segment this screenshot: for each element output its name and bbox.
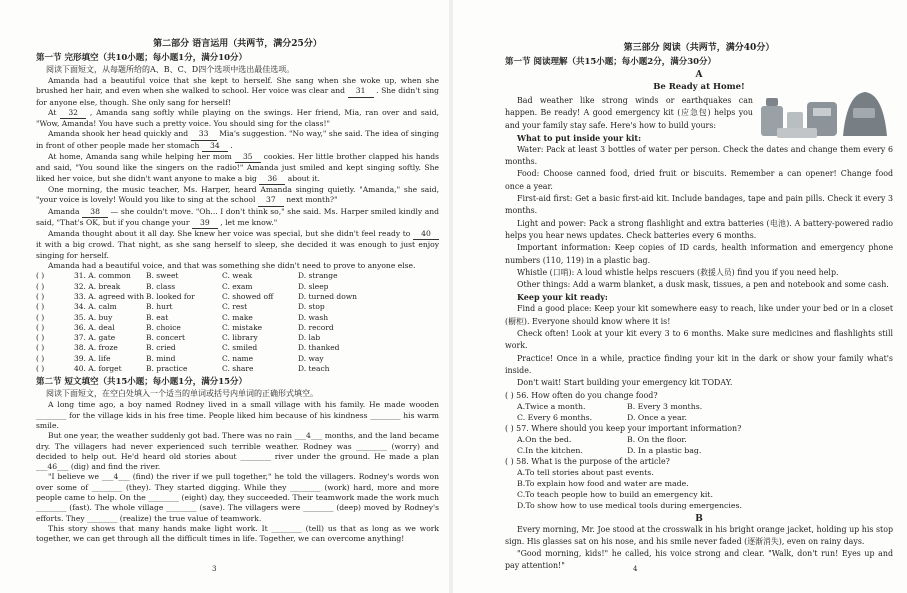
passage-a-letter: A bbox=[695, 70, 703, 80]
emergency-kit-illustration bbox=[757, 84, 893, 142]
answer-option: D. Once a year. bbox=[627, 412, 687, 422]
answer-bracket: ( ) bbox=[36, 291, 45, 301]
passage-a-title: Be Ready at Home! bbox=[653, 82, 745, 92]
question-57: ( ) 57. Where should you keep your important information? bbox=[505, 423, 742, 433]
ready-tip: Find a good place: Keep your kit somewhere easy to reach, like under your bed or in a closet (橱柜). Everyone should know where it is! bbox=[505, 304, 893, 326]
page-number-right: 4 bbox=[633, 565, 638, 573]
question-56-options bbox=[505, 401, 893, 423]
option-row bbox=[36, 302, 439, 312]
option-choice: B. eat bbox=[146, 312, 169, 322]
answer-option: A.On the bed. bbox=[517, 434, 572, 444]
answer-bracket: ( ) bbox=[36, 271, 45, 281]
option-row bbox=[36, 343, 439, 353]
kit-item: Other things: Add a warm blanket, a dusk mask, tissues, a pen and notebook and some cash. bbox=[517, 280, 889, 290]
kit-contents-list bbox=[505, 144, 893, 292]
kit-item: Important information: Keep copies of ID cards, health information and emergency phone numbers (110, 119) in a plastic bag. bbox=[505, 243, 893, 265]
option-choice: C. showed off bbox=[222, 291, 274, 301]
fill-passage bbox=[36, 400, 439, 544]
option-choice: B. practice bbox=[146, 364, 188, 374]
option-choice: D. wash bbox=[298, 312, 329, 322]
option-row bbox=[36, 292, 439, 302]
option-choice: B. mind bbox=[146, 353, 176, 363]
option-choice: 36. A. deal bbox=[74, 322, 115, 332]
kit-item: First-aid first: Get a basic first-aid kit. Include bandages, tape and pain pills. Check it every 3 months. bbox=[505, 194, 893, 216]
option-choice: D. way bbox=[298, 353, 324, 363]
option-choice: B. hurt bbox=[146, 302, 173, 312]
question-58: ( ) 58. What is the purpose of the article? bbox=[505, 456, 670, 466]
option-choice: D. strange bbox=[298, 271, 338, 281]
option-row bbox=[36, 313, 439, 323]
question-56: ( ) 56. How often do you change food? bbox=[505, 390, 658, 400]
kit-contents-heading: What to put inside your kit: bbox=[517, 132, 642, 143]
passage-b bbox=[505, 524, 893, 573]
option-choice: 34. A. calm bbox=[74, 302, 117, 312]
answer-option: C.To teach people how to build an emergency kit. bbox=[517, 489, 713, 499]
option-choice: C. share bbox=[222, 364, 254, 374]
answer-option: A.To tell stories about past events. bbox=[517, 467, 654, 477]
option-choice: D. teach bbox=[298, 364, 330, 374]
cloze-paragraph: Amanda had a beautiful voice that she kept to herself. She sang when she woke up, when she brushed her hair, and even when she walked to school. Her voice was clear and 31 . She didn't sing for anyone else, though. She only sang for herself! bbox=[36, 76, 439, 107]
fill-paragraph: A long time ago, a boy named Rodney lived in a small village with his family. He made wooden ________ for the village kids in his free time. People liked him because of his kindness ________ his warm smile. bbox=[36, 400, 439, 430]
cloze-paragraph: Amanda shook her head quickly and 33 Mia's suggestion. "No way," she said. The idea of singing in front of other people made her stomach 34 . bbox=[36, 129, 439, 152]
right-part-title: 第三部分 阅读（共两节，满分40分） bbox=[623, 43, 775, 53]
option-choice: C. mistake bbox=[222, 322, 263, 332]
cloze-passage bbox=[36, 76, 439, 271]
option-choice: B. looked for bbox=[146, 291, 195, 301]
option-choice: 37. A. gate bbox=[74, 333, 116, 343]
blank-35: 35 bbox=[235, 152, 261, 163]
question-58-options bbox=[505, 467, 893, 511]
cloze-paragraph: Amanda thought about it all day. She knew her voice was special, but she didn't feel ready to 40 it with a big crowd. That night, as she sang herself to sleep, she decided it was enough to just enjoy singing for herself. bbox=[36, 229, 439, 260]
answer-option: B.To explain how food and water are made. bbox=[517, 478, 689, 488]
answer-bracket: ( ) bbox=[36, 322, 45, 332]
passage-b-paragraph: "Good morning, kids!" he called, his voice strong and clear. "Walk, don't run! Eyes up and pay attention!" bbox=[505, 549, 893, 571]
cloze-paragraph: At 32 , Amanda sang softly while playing on the swings. Her friend, Mia, ran over and said, "Wow, Amanda! You have such a pretty voice. You should sing for the class!" bbox=[36, 107, 439, 129]
blank-39: 39 bbox=[192, 218, 218, 229]
blank-37: 37 bbox=[258, 195, 284, 206]
option-choice: 38. A. froze bbox=[74, 343, 118, 353]
option-choice: B. cried bbox=[146, 343, 176, 353]
ready-tip: Check often! Look at your kit every 3 to 6 months. Make sure medicines and flashlights still work. bbox=[505, 329, 893, 351]
blank-32: 32 bbox=[60, 108, 86, 119]
answer-bracket: ( ) bbox=[36, 281, 45, 291]
option-choice: C. rest bbox=[222, 302, 248, 312]
left-part-title: 第二部分 语言运用（共两节，满分25分） bbox=[153, 39, 322, 49]
option-choice: D. turned down bbox=[298, 291, 357, 301]
fill-section-title: 第二节 短文填空（共15小题；每小题1分，满分15分） bbox=[36, 377, 248, 388]
answer-option: D. In a plastic bag. bbox=[627, 445, 702, 455]
ready-tip: Practice! Once in a while, practice finding your kit in the dark or show your family what's inside. bbox=[505, 353, 893, 375]
option-choice: 39. A. life bbox=[74, 353, 111, 363]
answer-bracket: ( ) bbox=[36, 364, 45, 374]
cloze-instructions: 阅读下面短文，从每题所给的A、B、C、D四个选项中选出最佳选项。 bbox=[46, 65, 295, 74]
answer-bracket: ( ) bbox=[36, 353, 45, 363]
option-choice: B. choice bbox=[146, 322, 181, 332]
fill-paragraph: This story shows that many hands make light work. It ________ (tell) us that as long as we work together, we can get through all the difficult times in life. Together, we can overcome anything! bbox=[36, 523, 439, 544]
cloze-paragraph: One morning, the music teacher, Ms. Harper, heard Amanda singing quietly. "Amanda," she said, "your voice is lovely! Would you like to sing at the school 37 next month?" bbox=[36, 185, 439, 207]
answer-option: B. Every 3 months. bbox=[627, 401, 703, 411]
option-row bbox=[36, 364, 439, 374]
question-57-options bbox=[505, 434, 893, 456]
option-choice: B. concert bbox=[146, 333, 186, 343]
option-choice: D. record bbox=[298, 322, 334, 332]
option-choice: B. class bbox=[146, 281, 176, 291]
fill-instructions: 阅读下面短文，在空白处填入一个适当的单词或括号内单词的正确形式填空。 bbox=[46, 389, 318, 399]
option-row bbox=[36, 333, 439, 343]
passage-b-letter: B bbox=[695, 513, 703, 524]
option-choice: D. lab bbox=[298, 333, 321, 343]
option-choice: C. name bbox=[222, 353, 254, 363]
answer-option: C. Every 6 months. bbox=[517, 412, 593, 422]
option-choice: 33. A. agreed with bbox=[74, 291, 145, 301]
kit-item: Food: Choose canned food, dried fruit or biscuits. Remember a can opener! Change food once a year. bbox=[505, 169, 893, 191]
page-number-left: 3 bbox=[212, 565, 217, 573]
option-row bbox=[36, 282, 439, 292]
option-choice: 32. A. break bbox=[74, 281, 121, 291]
option-row bbox=[36, 323, 439, 333]
answer-bracket: ( ) bbox=[36, 333, 45, 343]
blank-34: 34 bbox=[202, 141, 228, 152]
option-choice: D. thanked bbox=[298, 343, 340, 353]
kit-item: Water: Pack at least 3 bottles of water per person. Check the dates and change them every 6 months. bbox=[505, 144, 893, 167]
answer-bracket: ( ) bbox=[36, 343, 45, 353]
cloze-paragraph: At home, Amanda sang while helping her mom 35 cookies. Her little brother clapped his hands and said, "You sound like the singers on the radio!" Amanda just smiled and kept singing softly. She liked her voice, but she didn't want anyone to make a big 36 about it. bbox=[36, 152, 439, 185]
option-choice: D. sleep bbox=[298, 281, 329, 291]
answer-option: D.To show how to use medical tools during emergencies. bbox=[517, 500, 743, 510]
kit-ready-list bbox=[505, 303, 893, 389]
option-choice: C. exam bbox=[222, 281, 253, 291]
option-choice: 31. A. common bbox=[74, 271, 131, 281]
option-choice: B. sweet bbox=[146, 271, 179, 281]
passage-a-intro: Bad weather like strong winds or earthquakes can happen. Be ready! A good emergency kit (应急包) helps you and your family stay safe. Here's how to build yours: bbox=[505, 96, 753, 130]
blank-38: 38 bbox=[82, 207, 108, 218]
left-page bbox=[0, 0, 449, 593]
option-choice: C. make bbox=[222, 312, 253, 322]
right-page bbox=[453, 0, 907, 593]
answer-bracket: ( ) bbox=[36, 302, 45, 312]
kit-item: Whistle (口哨): A loud whistle helps rescuers (救援人员) find you if you need help. bbox=[517, 267, 839, 277]
reading-section-title: 第一节 阅读理解（共15小题；每小题2分，满分30分） bbox=[505, 57, 717, 67]
blank-36: 36 bbox=[259, 174, 285, 185]
ready-tip: Don't wait! Start building your emergency kit TODAY. bbox=[517, 378, 733, 388]
option-choice: 35. A. buy bbox=[74, 312, 113, 322]
option-choice: D. stop bbox=[298, 302, 325, 312]
answer-option: B. On the floor. bbox=[627, 434, 687, 444]
cloze-options bbox=[36, 271, 439, 374]
cloze-section-title: 第一节 完形填空（共10小题；每小题1分，满分10分） bbox=[36, 53, 248, 63]
passage-b-paragraph: Every morning, Mr. Joe stood at the crosswalk in his bright orange jacket, holding up his stop sign. His glasses sat on his nose, and his smile never faded (逐渐消失), even on rainy days. bbox=[505, 524, 893, 546]
answer-option: A.Twice a month. bbox=[517, 401, 586, 411]
option-choice: C. weak bbox=[222, 271, 253, 281]
cloze-paragraph: Amanda 38 — she couldn't move. "Oh... I don't think so," she said. Ms. Harper smiled kindly and said, "That's OK, but if you change your 39 , let me know." bbox=[36, 207, 439, 230]
cloze-paragraph: Amanda had a beautiful voice, and that was something she didn't need to prove to anyone else. bbox=[48, 261, 416, 271]
answer-bracket: ( ) bbox=[36, 312, 45, 322]
kit-item: Light and power: Pack a strong flashlight and extra batteries (电池). A battery-powered radio helps you hear news updates. Check batteries every 6 months. bbox=[505, 218, 893, 240]
option-choice: C. smiled bbox=[222, 343, 258, 353]
option-choice: 40. A. forget bbox=[74, 364, 122, 374]
option-row bbox=[36, 271, 439, 281]
blank-33: 33 bbox=[191, 129, 217, 140]
blank-40: 40 bbox=[413, 229, 439, 240]
blank-31: 31 bbox=[348, 86, 374, 97]
kit-ready-heading: Keep your kit ready: bbox=[517, 292, 608, 303]
fill-paragraph: But one year, the weather suddenly got bad. There was no rain ___4___ months, and the land became dry. The villagers had never experienced such terrible weather. Rodney was ________ (worry) and decided to help out. He'd heard old stories about ________ river under the ground. He made a plan ___46___ (dig) and find the river. bbox=[36, 431, 439, 472]
fill-paragraph: "I believe we ___4___ (find) the river if we pull together," he told the villagers. Rodney's words won over some of ________ (they). They started digging. While they ________ (work) hard, more and more people came to help. On the ________ (eight) day, they succeeded. Their teamwork made the work much ________ (fast). The whole village ________ (save). The villagers were ________ (deep) moved by Rodney's efforts. They ________ (realize) the true value of teamwork. bbox=[36, 472, 439, 523]
answer-option: C.In the kitchen. bbox=[517, 445, 583, 455]
option-row bbox=[36, 354, 439, 364]
option-choice: C. library bbox=[222, 333, 258, 343]
